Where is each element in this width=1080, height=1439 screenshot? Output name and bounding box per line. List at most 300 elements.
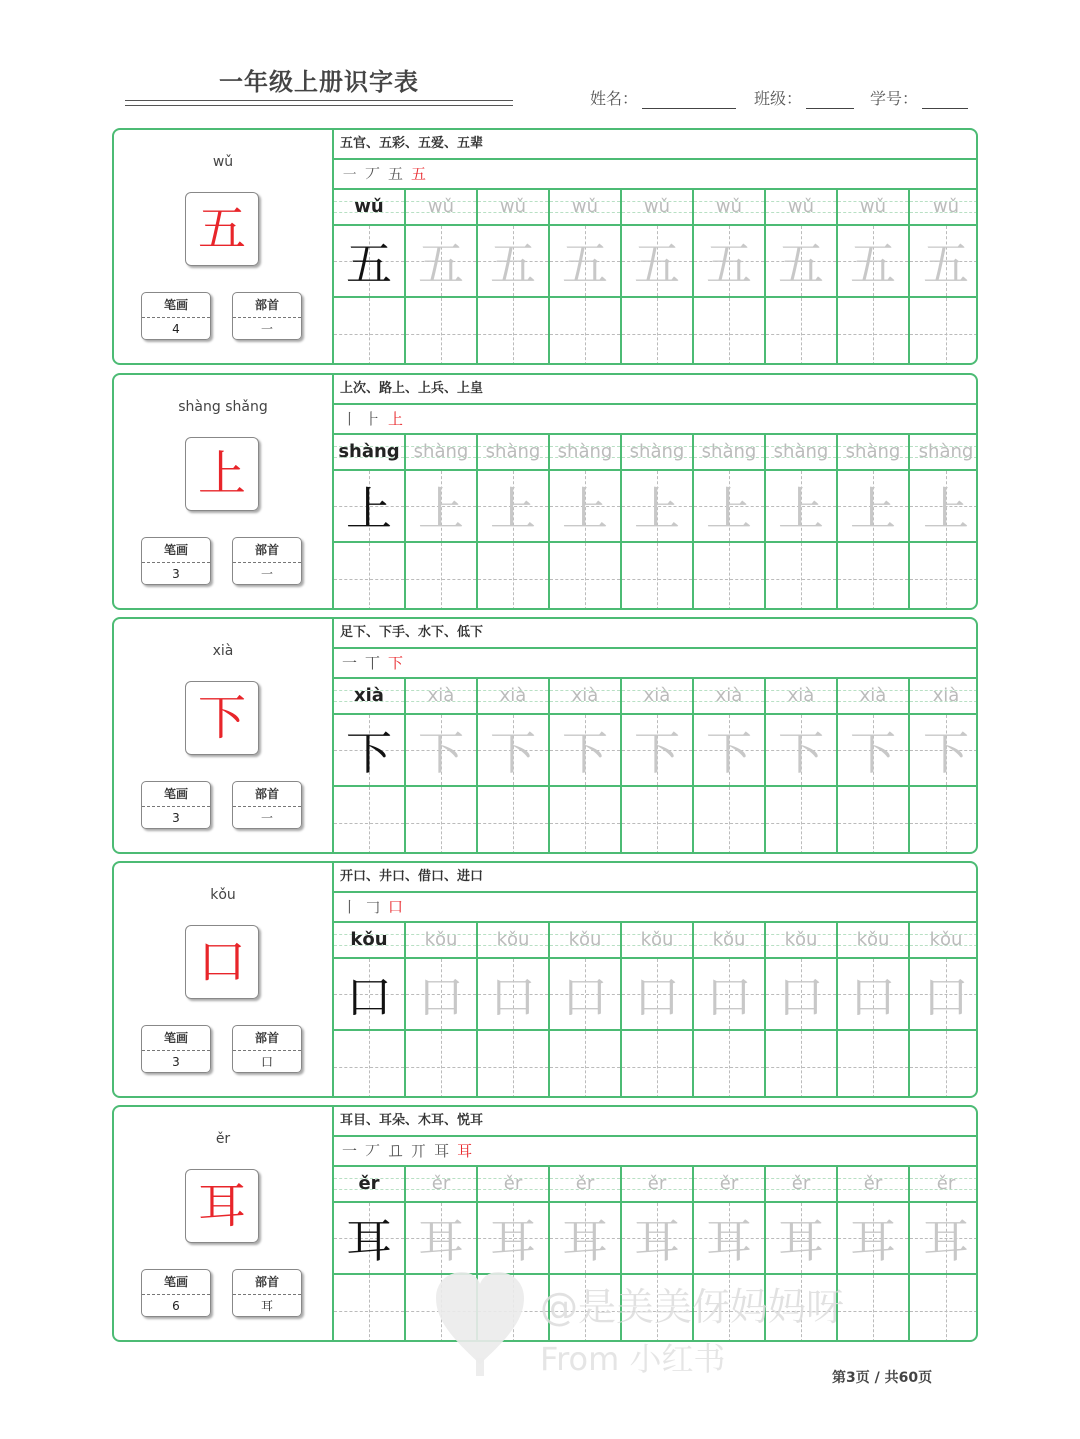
practice-column [910,923,978,1096]
pinyin-cell[interactable] [334,190,404,226]
tracing-cell[interactable] [334,1203,404,1275]
pinyin-cell[interactable] [550,679,620,715]
writing-cell[interactable] [478,787,548,854]
tracing-cell[interactable] [766,959,836,1031]
radical-label: 部首 [233,538,301,563]
tracing-cell[interactable] [406,959,476,1031]
tracing-cell[interactable] [622,715,692,787]
pinyin-text: xià [427,685,455,706]
stroke-count-label: 笔画 [142,538,210,563]
tracing-glyph: 口 [706,970,752,1024]
stroke-count-label: 笔画 [142,1270,210,1295]
practice-column [406,679,478,852]
pinyin-cell[interactable] [766,923,836,959]
pinyin-cell[interactable] [622,923,692,959]
pinyin-text: xià [499,685,527,706]
pinyin-text: wǔ [499,196,527,217]
writing-cell[interactable] [910,298,978,365]
pinyin-text: ěr [503,1173,523,1194]
radical-label: 部首 [233,293,301,318]
pinyin-cell[interactable] [838,1167,908,1203]
pinyin-cell[interactable] [406,923,476,959]
tracing-glyph: 口 [778,970,824,1024]
pinyin-cell[interactable] [838,923,908,959]
character-display-box [185,192,259,266]
character-info-panel [114,863,334,1096]
practice-column [622,923,694,1096]
tracing-cell[interactable] [334,471,404,543]
tracing-glyph: 口 [346,970,392,1024]
pinyin-cell[interactable] [910,1167,978,1203]
tracing-glyph: 口 [490,970,536,1024]
pinyin-text: xià [354,685,384,706]
pinyin-cell[interactable] [478,1167,548,1203]
tracing-cell[interactable] [550,471,620,543]
practice-column [622,435,694,608]
writing-cell[interactable] [622,543,692,610]
tracing-glyph: 口 [923,970,969,1024]
tracing-cell[interactable] [694,226,764,298]
pinyin-cell[interactable] [478,435,548,471]
pinyin-text: wǔ [427,196,455,217]
tracing-glyph: 下 [634,726,680,780]
tracing-cell[interactable] [550,226,620,298]
tracing-glyph: 上 [346,482,392,536]
practice-column [838,1167,910,1340]
pinyin-cell[interactable] [478,190,548,226]
tracing-cell[interactable] [910,471,978,543]
pinyin-text: xià [932,685,960,706]
tracing-glyph: 耳 [490,1214,536,1268]
pinyin-text: kǒu [784,929,818,950]
tracing-glyph: 上 [418,482,464,536]
practice-column [910,435,978,608]
character-glyph: 下 [197,690,246,746]
tracing-glyph: 五 [850,237,896,291]
writing-cell[interactable] [478,298,548,365]
writing-cell[interactable] [838,787,908,854]
class-blank[interactable] [806,92,854,109]
stroke-order [334,1137,976,1167]
stroke-step: 上 [388,410,404,428]
tracing-cell[interactable] [550,959,620,1031]
number-field[interactable] [870,86,968,109]
tracing-glyph: 下 [490,726,536,780]
writing-cell[interactable] [622,1031,692,1098]
stroke-step: 耳 [434,1142,450,1160]
pinyin-text: ěr [647,1173,667,1194]
pinyin-text: xià [643,685,671,706]
tracing-cell[interactable] [694,959,764,1031]
pinyin-text: wǔ [571,196,599,217]
writing-cell[interactable] [694,298,764,365]
practice-grid [334,435,976,608]
writing-cell[interactable] [910,787,978,854]
practice-column [478,923,550,1096]
name-field[interactable] [590,86,736,109]
tracing-cell[interactable] [838,1203,908,1275]
tracing-glyph: 上 [850,482,896,536]
practice-column [694,679,766,852]
tracing-glyph: 上 [490,482,536,536]
stroke-count-label: 笔画 [142,782,210,807]
radical-label: 部首 [233,1026,301,1051]
pinyin-cell[interactable] [910,679,978,715]
pinyin-cell[interactable] [766,435,836,471]
tracing-glyph: 五 [923,237,969,291]
radical-label: 部首 [233,1270,301,1295]
stroke-count-box [141,1269,211,1317]
writing-cell[interactable] [478,543,548,610]
character-display-box [185,681,259,755]
practice-column [838,923,910,1096]
writing-cell[interactable] [550,543,620,610]
pinyin-cell[interactable] [838,679,908,715]
practice-column [550,679,622,852]
writing-cell[interactable] [838,543,908,610]
tracing-glyph: 上 [562,482,608,536]
writing-cell[interactable] [694,543,764,610]
tracing-glyph: 口 [562,970,608,1024]
tracing-cell[interactable] [406,226,476,298]
stroke-step: 𠀃 [388,1142,404,1160]
practice-column [766,190,838,363]
tracing-cell[interactable] [406,715,476,787]
pinyin-cell[interactable] [910,190,978,226]
pinyin-text: xià [571,685,599,706]
practice-column [334,435,406,608]
watermark-handle: @是美美伢妈妈呀 [540,1285,845,1329]
pinyin-text: ěr [719,1173,739,1194]
stroke-step: 丆 [365,1142,381,1160]
pinyin-cell[interactable] [694,1167,764,1203]
writing-cell[interactable] [766,1031,836,1098]
tracing-cell[interactable] [766,471,836,543]
tracing-cell[interactable] [478,715,548,787]
tracing-cell[interactable] [910,226,978,298]
writing-cell[interactable] [406,298,476,365]
tracing-cell[interactable] [622,226,692,298]
practice-column [406,923,478,1096]
practice-column [694,923,766,1096]
pinyin-cell[interactable] [622,679,692,715]
practice-column [766,923,838,1096]
pinyin-cell[interactable] [694,190,764,226]
pinyin-text: kǒu [496,929,530,950]
pinyin-cell[interactable] [550,435,620,471]
pinyin-text: xià [715,685,743,706]
pinyin-cell[interactable] [478,923,548,959]
name-blank[interactable] [642,92,736,109]
example-words: 开口、井口、借口、进口 [334,863,976,893]
character-card [112,861,978,1098]
practice-column [910,1167,978,1340]
pinyin-cell[interactable] [622,1167,692,1203]
stroke-order [334,893,976,923]
practice-area [334,863,976,1096]
pinyin-text: ěr [863,1173,883,1194]
tracing-glyph: 下 [706,726,752,780]
stroke-step: 丨 [342,410,358,428]
example-words: 足下、下手、水下、低下 [334,619,976,649]
practice-column [334,679,406,852]
pinyin-cell[interactable] [622,190,692,226]
stroke-order [334,405,976,435]
stroke-step: 丌 [411,1142,427,1160]
tracing-cell[interactable] [838,959,908,1031]
pinyin-text: kǒu [424,929,458,950]
radical-box [232,292,302,340]
writing-cell[interactable] [550,787,620,854]
tracing-cell[interactable] [478,471,548,543]
writing-cell[interactable] [334,1275,404,1342]
practice-column [478,679,550,852]
pinyin-text: xià [787,685,815,706]
watermark-heart-icon [432,1268,528,1378]
pinyin-text: ěr [575,1173,595,1194]
tracing-glyph: 口 [850,970,896,1024]
practice-column [910,190,978,363]
pinyin-text: ěr [791,1173,811,1194]
pinyin-cell[interactable] [838,435,908,471]
tracing-glyph: 五 [634,237,680,291]
tracing-cell[interactable] [838,226,908,298]
practice-column [766,679,838,852]
tracing-glyph: 上 [634,482,680,536]
tracing-cell[interactable] [694,1203,764,1275]
character-pinyin: shàng shǎng [178,399,268,415]
writing-cell[interactable] [910,1031,978,1098]
tracing-glyph: 耳 [346,1214,392,1268]
tracing-cell[interactable] [334,959,404,1031]
stroke-step: 下 [388,654,404,672]
tracing-cell[interactable] [550,1203,620,1275]
writing-cell[interactable] [910,543,978,610]
stroke-count-value: 3 [172,1055,180,1069]
tracing-glyph: 五 [418,237,464,291]
tracing-glyph: 下 [346,726,392,780]
tracing-glyph: 下 [562,726,608,780]
writing-cell[interactable] [334,787,404,854]
pinyin-text: xià [859,685,887,706]
writing-cell[interactable] [766,787,836,854]
practice-column [334,1167,406,1340]
tracing-cell[interactable] [550,715,620,787]
practice-column [838,435,910,608]
stroke-count-value: 4 [172,322,180,336]
pinyin-cell[interactable] [334,435,404,471]
radical-value: 一 [260,567,273,581]
character-glyph: 耳 [197,1178,246,1234]
stroke-step: 五 [411,165,427,183]
writing-cell[interactable] [550,1031,620,1098]
pinyin-text: wǔ [354,196,384,217]
writing-cell[interactable] [622,787,692,854]
tracing-cell[interactable] [406,471,476,543]
practice-column [838,190,910,363]
tracing-cell[interactable] [694,471,764,543]
number-blank[interactable] [922,92,968,109]
radical-box [232,1025,302,1073]
pinyin-cell[interactable] [550,1167,620,1203]
class-label: 班级： [754,89,803,108]
pinyin-cell[interactable] [694,679,764,715]
pinyin-cell[interactable] [910,435,978,471]
pinyin-cell[interactable] [766,679,836,715]
tracing-cell[interactable] [766,715,836,787]
character-card [112,617,978,854]
pinyin-cell[interactable] [406,190,476,226]
radical-value: 一 [260,811,273,825]
pinyin-text: kǒu [568,929,602,950]
stroke-count-box [141,292,211,340]
stroke-count-value: 6 [172,1299,180,1313]
tracing-cell[interactable] [622,1203,692,1275]
pinyin-text: shàng [845,441,901,462]
pinyin-text: ěr [358,1173,380,1194]
pinyin-text: wǔ [643,196,671,217]
tracing-cell[interactable] [478,1203,548,1275]
class-field[interactable] [754,86,854,109]
tracing-cell[interactable] [910,1203,978,1275]
practice-grid [334,679,976,852]
tracing-cell[interactable] [622,959,692,1031]
number-label: 学号： [870,89,919,108]
pinyin-text: shàng [413,441,469,462]
pinyin-cell[interactable] [478,679,548,715]
pinyin-text: shàng [485,441,541,462]
practice-column [406,435,478,608]
tracing-cell[interactable] [406,1203,476,1275]
pinyin-cell[interactable] [694,435,764,471]
pinyin-cell[interactable] [334,923,404,959]
tracing-glyph: 五 [346,237,392,291]
pinyin-text: kǒu [712,929,746,950]
tracing-glyph: 上 [778,482,824,536]
writing-cell[interactable] [694,787,764,854]
writing-cell[interactable] [550,298,620,365]
tracing-cell[interactable] [334,226,404,298]
radical-box [232,1269,302,1317]
writing-cell[interactable] [910,1275,978,1342]
writing-cell[interactable] [766,543,836,610]
pinyin-cell[interactable] [550,190,620,226]
tracing-cell[interactable] [694,715,764,787]
practice-column [694,190,766,363]
pinyin-cell[interactable] [334,679,404,715]
title-underline [125,100,513,106]
writing-cell[interactable] [838,1275,908,1342]
stroke-count-label: 笔画 [142,1026,210,1051]
writing-cell[interactable] [406,1031,476,1098]
tracing-cell[interactable] [334,715,404,787]
tracing-cell[interactable] [910,959,978,1031]
character-info-panel [114,619,334,852]
writing-cell[interactable] [694,1031,764,1098]
character-pinyin: kǒu [210,887,236,903]
pinyin-text: shàng [629,441,685,462]
practice-column [910,679,978,852]
writing-cell[interactable] [838,1031,908,1098]
page-number: 第3页 / 共60页 [832,1370,933,1386]
pinyin-cell[interactable] [838,190,908,226]
pinyin-cell[interactable] [766,190,836,226]
pinyin-cell[interactable] [694,923,764,959]
pinyin-text: ěr [936,1173,956,1194]
stroke-count-box [141,1025,211,1073]
tracing-cell[interactable] [910,715,978,787]
pinyin-cell[interactable] [622,435,692,471]
stroke-step: ㇐ [342,165,358,183]
practice-area [334,375,976,608]
practice-column [694,435,766,608]
practice-grid [334,923,976,1096]
pinyin-cell[interactable] [334,1167,404,1203]
practice-column [622,679,694,852]
writing-cell[interactable] [334,298,404,365]
pinyin-text: kǒu [350,929,388,950]
tracing-cell[interactable] [766,226,836,298]
practice-area [334,619,976,852]
stroke-step: 五 [388,165,404,183]
pinyin-cell[interactable] [910,923,978,959]
pinyin-cell[interactable] [406,679,476,715]
writing-cell[interactable] [406,787,476,854]
stroke-step: 一 [342,654,358,672]
tracing-cell[interactable] [766,1203,836,1275]
tracing-cell[interactable] [478,226,548,298]
stroke-order [334,160,976,190]
tracing-glyph: 耳 [706,1214,752,1268]
tracing-cell[interactable] [478,959,548,1031]
character-card [112,373,978,610]
writing-cell[interactable] [334,1031,404,1098]
tracing-cell[interactable] [622,471,692,543]
radical-label: 部首 [233,782,301,807]
tracing-cell[interactable] [838,715,908,787]
stroke-count-box [141,781,211,829]
writing-cell[interactable] [838,298,908,365]
pinyin-cell[interactable] [406,1167,476,1203]
pinyin-text: shàng [557,441,613,462]
pinyin-text: shàng [338,441,400,462]
pinyin-cell[interactable] [550,923,620,959]
tracing-cell[interactable] [838,471,908,543]
pinyin-text: kǒu [929,929,963,950]
stroke-step: ⺊ [365,410,381,428]
writing-cell[interactable] [622,298,692,365]
writing-cell[interactable] [406,543,476,610]
character-info-panel [114,375,334,608]
watermark-source: From 小红书 [540,1340,726,1378]
writing-cell[interactable] [478,1031,548,1098]
tracing-glyph: 上 [923,482,969,536]
tracing-glyph: 耳 [418,1214,464,1268]
practice-column [334,190,406,363]
character-display-box [185,925,259,999]
writing-cell[interactable] [334,543,404,610]
tracing-glyph: 下 [923,726,969,780]
character-pinyin: wǔ [212,154,234,170]
stroke-step: 口 [388,898,404,916]
practice-column [550,923,622,1096]
tracing-glyph: 耳 [562,1214,608,1268]
practice-column [838,679,910,852]
pinyin-cell[interactable] [766,1167,836,1203]
pinyin-cell[interactable] [406,435,476,471]
writing-cell[interactable] [766,298,836,365]
practice-column [550,435,622,608]
